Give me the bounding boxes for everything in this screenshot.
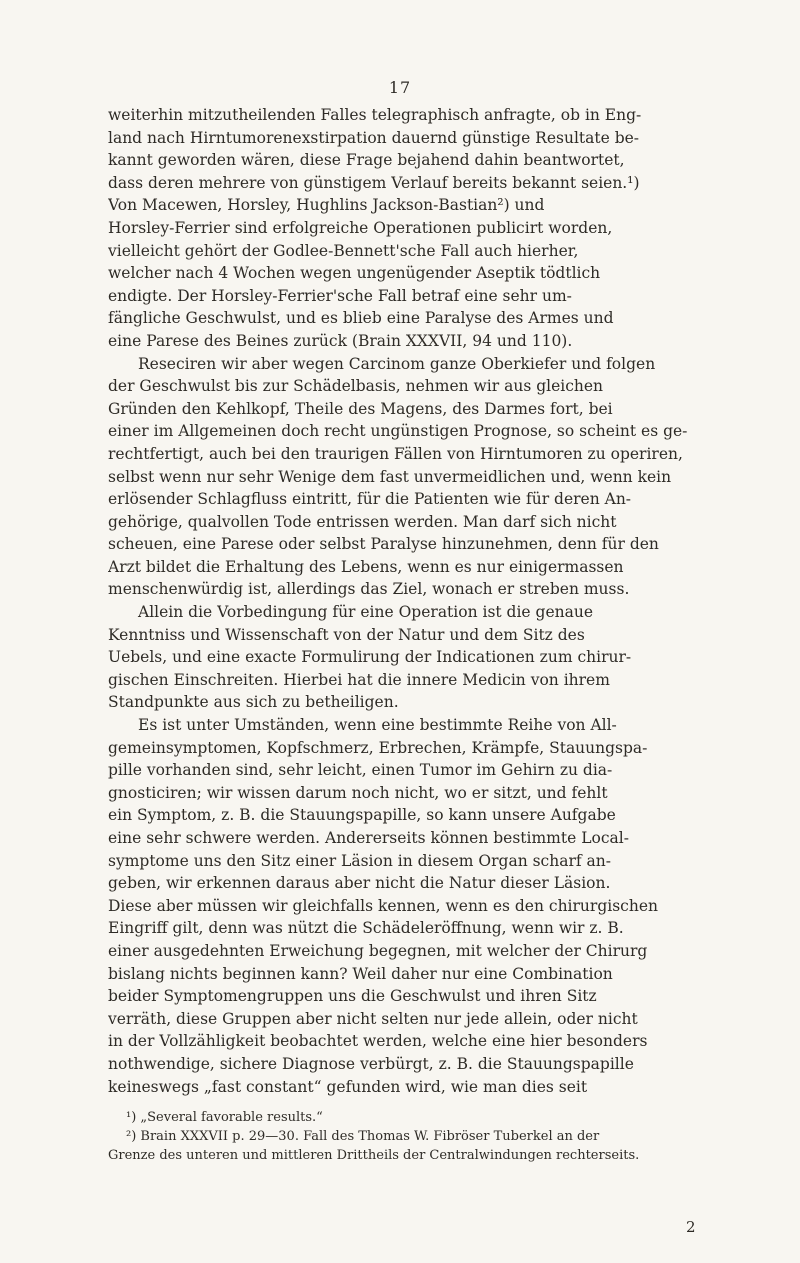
- text-line: gischen Einschreiten. Hierbei hat die innere Medicin von ihrem: [108, 670, 610, 689]
- text-line: einer im Allgemeinen doch recht ungünstigen Prognose, so scheint es ge-: [108, 422, 688, 441]
- text-line: Diese aber müssen wir gleichfalls kennen, wenn es den chirurgischen: [108, 896, 658, 915]
- text-line: kannt geworden wären, diese Frage bejahend dahin beantwortet,: [108, 151, 625, 170]
- text-line: vielleicht gehört der Godlee-Bennett'sche Fall auch hierher,: [108, 241, 579, 260]
- text-line: in der Vollzähligkeit beobachtet werden, welche eine hier besonders: [108, 1032, 648, 1051]
- text-line: Arzt bildet die Erhaltung des Lebens, wenn es nur einigermassen: [108, 557, 624, 576]
- body-lines: [108, 104, 716, 1098]
- footnote-line: Grenze des unteren und mittleren Drittheils der Centralwindungen rechterseits.: [108, 1148, 640, 1164]
- signature-mark: 2: [686, 1218, 696, 1236]
- text-line: Uebels, und eine exacte Formulirung der Indicationen zum chirur-: [108, 648, 632, 667]
- text-line: eine sehr schwere werden. Andererseits können bestimmte Local-: [108, 829, 629, 847]
- footnote-line: ¹) „Several favorable results.“: [126, 1110, 323, 1126]
- text-line: Von Macewen, Horsley, Hughlins Jackson-Bastian²) und: [108, 196, 545, 215]
- footnote-line: ²) Brain XXXVII p. 29—30. Fall des Thomas W. Fibröser Tuberkel an der: [126, 1129, 600, 1145]
- text-line: gemeinsymptomen, Kopfschmerz, Erbrechen, Krämpfe, Stauungspa-: [108, 738, 648, 757]
- text-line: verräth, diese Gruppen aber nicht selten nur jede allein, oder nicht: [108, 1009, 638, 1028]
- text-line: land nach Hirntumorenexstirpation dauernd günstige Resultate be-: [108, 128, 640, 147]
- text-line: welcher nach 4 Wochen wegen ungenügender Aseptik tödtlich: [108, 264, 601, 283]
- text-line: ein Symptom, z. B. die Stauungspapille, so kann unsere Aufgabe: [108, 806, 616, 825]
- text-line: der Geschwulst bis zur Schädelbasis, nehmen wir aus gleichen: [108, 377, 604, 396]
- text-line: fängliche Geschwulst, und es blieb eine Paralyse des Armes und: [108, 309, 614, 328]
- footnotes: [108, 1108, 716, 1165]
- text-line: gehörige, qualvollen Tode entrissen werden. Man darf sich nicht: [108, 512, 617, 531]
- text-line: Reseciren wir aber wegen Carcinom ganze Oberkiefer und folgen: [138, 354, 656, 373]
- text-line: scheuen, eine Parese oder selbst Paralyse hinzunehmen, denn für den: [108, 535, 659, 554]
- text-line: Standpunkte aus sich zu betheiligen.: [108, 693, 399, 712]
- text-line: Kenntniss und Wissenschaft von der Natur und dem Sitz des: [108, 625, 585, 644]
- text-line: geben, wir erkennen daraus aber nicht die Natur dieser Läsion.: [108, 874, 611, 893]
- text-line: pille vorhanden sind, sehr leicht, einen Tumor im Gehirn zu dia-: [108, 761, 613, 780]
- text-line: endigte. Der Horsley-Ferrier'sche Fall betraf eine sehr um-: [108, 286, 572, 305]
- text-line: Gründen den Kehlkopf, Theile des Magens, des Darmes fort, bei: [108, 399, 613, 418]
- text-line: keineswegs „fast constant“ gefunden wird, wie man dies seit: [108, 1077, 588, 1096]
- text-line: beider Symptomengruppen uns die Geschwulst und ihren Sitz: [108, 987, 597, 1006]
- text-line: einer ausgedehnten Erweichung begegnen, mit welcher der Chirurg: [108, 941, 648, 960]
- text-line: rechtfertigt, auch bei den traurigen Fällen von Hirntumoren zu operiren,: [108, 444, 683, 463]
- page-number: 17: [388, 78, 412, 97]
- text-line: Es ist unter Umständen, wenn eine bestimmte Reihe von All-: [138, 716, 617, 735]
- text-line: gnosticiren; wir wissen darum noch nicht, wo er sitzt, und fehlt: [108, 783, 608, 802]
- body-text: [108, 104, 716, 1165]
- text-line: Eingriff gilt, denn was nützt die Schädeleröffnung, wenn wir z. B.: [108, 919, 624, 938]
- text-line: nothwendige, sichere Diagnose verbürgt, z. B. die Stauungspapille: [108, 1054, 634, 1073]
- text-line: eine Parese des Beines zurück (Brain XXXVII, 94 und 110).: [108, 331, 573, 350]
- text-line: Horsley-Ferrier sind erfolgreiche Operationen publicirt worden,: [108, 218, 613, 237]
- text-line: dass deren mehrere von günstigem Verlauf bereits bekannt seien.¹): [108, 173, 640, 192]
- text-line: selbst wenn nur sehr Wenige dem fast unvermeidlichen und, wenn kein: [108, 467, 672, 486]
- text-line: erlösender Schlagfluss eintritt, für die Patienten wie für deren An-: [108, 490, 632, 509]
- text-line: Allein die Vorbedingung für eine Operation ist die genaue: [138, 603, 594, 622]
- text-line: weiterhin mitzutheilenden Falles telegraphisch anfragte, ob in Eng-: [108, 106, 642, 124]
- text-line: menschenwürdig ist, allerdings das Ziel, wonach er streben muss.: [108, 580, 630, 599]
- text-line: bislang nichts beginnen kann? Weil daher nur eine Combination: [108, 964, 613, 983]
- text-line: symptome uns den Sitz einer Läsion in diesem Organ scharf an-: [108, 851, 612, 870]
